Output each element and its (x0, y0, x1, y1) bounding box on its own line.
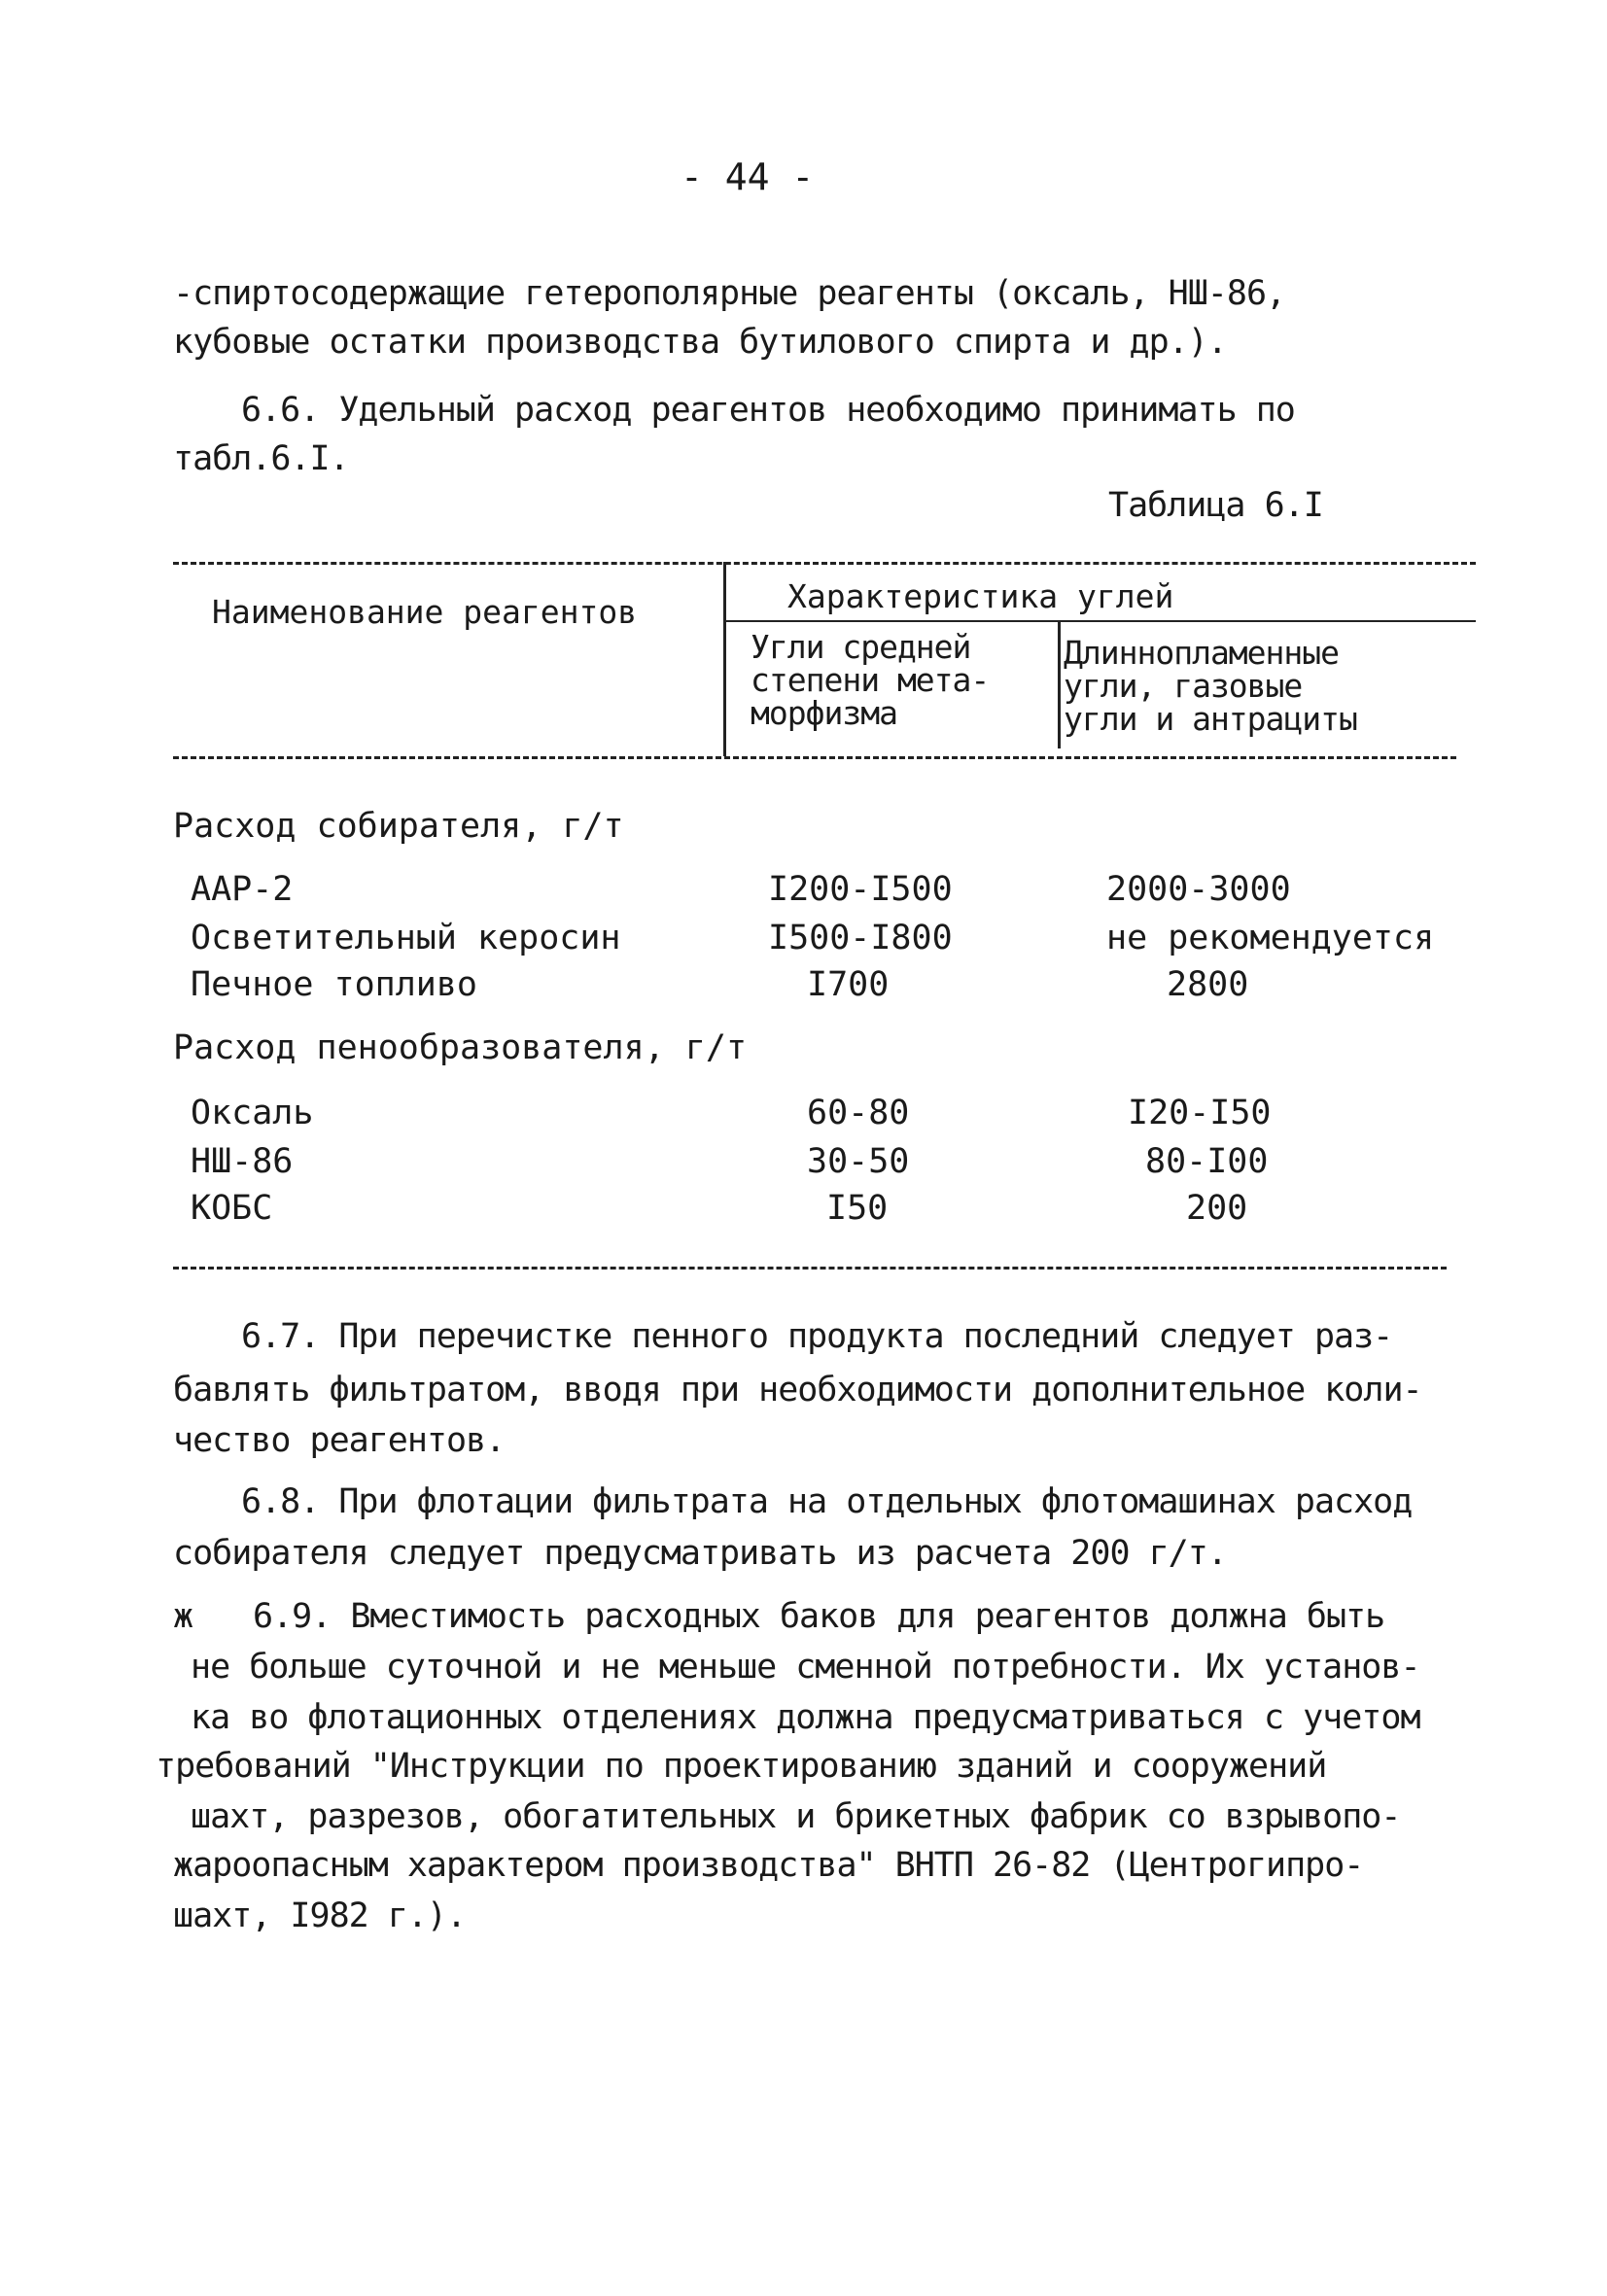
table-caption: Таблица 6.I (1108, 486, 1323, 525)
row-value-longflame: I20-I50 (1128, 1094, 1272, 1132)
row-value-medium: I50 (826, 1189, 889, 1228)
para-6-8-line-1: 6.8. При флотации фильтрата на отдельных флотомашинах расход (241, 1482, 1413, 1521)
header-col2-line-3: морфизма (751, 694, 897, 732)
intro-line-2: кубовые остатки производства бутилового спирта и др.). (173, 323, 1227, 362)
row-name: КОБС (191, 1189, 273, 1228)
header-col2-line-1: Угли средней (751, 628, 971, 666)
table-col-divider-2 (1058, 622, 1061, 748)
para-6-7-line-2: бавлять фильтратом, вводя при необходимости дополнительное коли- (173, 1371, 1422, 1409)
table-top-rule (173, 562, 1476, 565)
row-value-medium: 60-80 (807, 1094, 910, 1132)
para-6-9-line-6: жароопасным характером производства" ВНТП 26-82 (Центрогипро- (173, 1846, 1364, 1885)
row-value-longflame: 2000-3000 (1106, 870, 1291, 909)
table-col-divider-1 (723, 562, 726, 756)
section-title-frother: Расход пенообразователя, г/т (173, 1028, 748, 1067)
para-6-9-line-1: 6.9. Вместимость расходных баков для реагентов должна быть (253, 1597, 1385, 1636)
header-col2-line-2: степени мета- (751, 661, 990, 699)
header-col3-line-1: Длиннопламенные (1064, 634, 1340, 672)
row-value-longflame: 200 (1186, 1189, 1248, 1228)
row-value-medium: 30-50 (807, 1142, 910, 1181)
row-name: Оксаль (191, 1094, 314, 1132)
row-value-medium: I500-I800 (768, 919, 953, 957)
row-name: НШ-86 (191, 1142, 294, 1181)
table-bottom-rule (173, 1267, 1447, 1270)
para-6-8-line-2: собирателя следует предусматривать из расчета 200 г/т. (173, 1534, 1227, 1573)
header-col3-line-3: угли и антрациты (1064, 700, 1357, 738)
section-title-collector: Расход собирателя, г/т (173, 807, 624, 846)
row-value-medium: I200-I500 (768, 870, 953, 909)
para-6-9-line-7: шахт, I982 г.). (173, 1896, 467, 1935)
row-name: Осветительный керосин (191, 919, 621, 957)
header-col3-line-2: угли, газовые (1064, 667, 1303, 705)
para-6-9-line-3: ка во флотационных отделениях должна предусматриваться с учетом (191, 1698, 1420, 1737)
para-6-7-line-3: чество реагентов. (173, 1421, 506, 1460)
row-name: Печное топливо (191, 965, 478, 1004)
row-value-longflame: 80-I00 (1145, 1142, 1269, 1181)
intro-line-1: -спиртосодержащие гетерополярные реагенты (оксаль, НШ-86, (173, 274, 1286, 313)
header-reagent-name: Наименование реагентов (212, 593, 638, 631)
para-6-6-line-2: табл.6.I. (173, 439, 349, 478)
row-value-longflame: 2800 (1167, 965, 1249, 1004)
para-6-6-line-1: 6.6. Удельный расход реагентов необходимо принимать по (241, 391, 1295, 430)
row-name: AAP-2 (191, 870, 294, 909)
para-6-9-line-5: шахт, разрезов, обогатительных и брикетных фабрик со взрывопо- (191, 1797, 1401, 1836)
table-group-rule (725, 620, 1476, 622)
row-value-longflame: не рекомендуется (1106, 919, 1435, 957)
para-6-9-line-4: требований "Инструкции по проектированию зданий и сооружений (156, 1747, 1327, 1786)
table-header-rule (173, 756, 1456, 759)
para-6-9-line-2: не больше суточной и не меньше сменной потребности. Их установ- (191, 1648, 1420, 1687)
para-6-7-line-1: 6.7. При перечистке пенного продукта последний следует раз- (241, 1317, 1393, 1356)
para-6-9-marker: ж (173, 1597, 193, 1636)
header-coal-characteristic: Характеристика углей (787, 577, 1174, 615)
row-value-medium: I700 (807, 965, 890, 1004)
page-number: - 44 - (681, 156, 815, 198)
